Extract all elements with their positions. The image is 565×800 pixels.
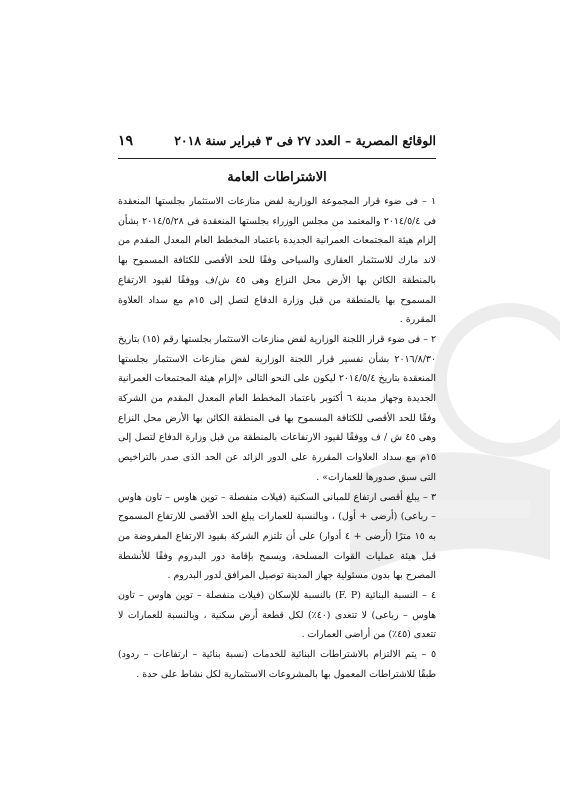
- header-rule: [118, 158, 436, 159]
- clause-paragraph: ٢ – فى ضوء قرار اللجنة الوزارية لفض منازعات الاستثمار بجلستها رقم (١٥) بتاريخ ٢٠١٦/٨/٣٠ بشأن تفسير قرار اللجنة الوزارية لفض منازعات الاستثمار بجلستها المنعقدة بتاريخ ٢٠١٤/٥/٤ ليكون على النحو التالى «إلزام هيئة المجتمعات العمرانية الجديدة وجهاز مدينة ٦ أكتوبر باعتماد المخطط العام المعدل المقدم من الشركة وفقًا للحد الأقصى للكثافة المسموح بها فى المنطقة الكائن بها الأرض محل النزاع وهى ٤٥ ش / ف ووفقًا لقيود الارتفاعات بالمنطقة من قبل وزارة الدفاع لتصل إلى ١٥م مع سداد العلاوات المقررة على الدور الزائد عن الحد الذى صدر بالتراخيص التى سبق صدورها للعمارات» .: [118, 333, 437, 483]
- clause-paragraph: ١ – فى ضوء قرار المجموعة الوزارية لفض منازعات الاستثمار بجلستها المنعقدة فى ٢٠١٤/٥/٤ والمعتمد من مجلس الوزراء بجلستها المنعقدة فى ٢٠١٤/٥/٢٨ بشأن إلزام هيئة المجتمعات العمرانية الجديدة باعتماد المخطط العام المعدل المقدم من لاند مارك للاستثمار العقارى والسياحى وفقًا للحد الأقصى للكثافة المسموح بها بالمنطقة الكائن بها الأرض محل النزاع وهى ٤٥ ش/ف ووفقًا لقيود الارتفاع المسموح بها بالمنطقة من قبل وزارة الدفاع لتصل إلى ١٥م مع سداد العلاوة المقررة .: [118, 196, 436, 326]
- clause-paragraph: ٥ – يتم الالتزام بالاشتراطات البنائية للخدمات (نسبة بنائية – ارتفاعات – ردود) طبقًا للاشتراطات المعمول بها بالمشروعات الاستثمارية لكل نشاط على حدة .: [118, 649, 436, 680]
- clause-paragraph: ٤ – النسبة البنائية (F. P) بالنسبة للإسكان (فيلات منفصلة – توين هاوس – تاون هاوس – رباعى) لا تتعدى (٤٠٪) لكل قطعة أرض سكنية ، وبالنسبة للعمارات لا تتعدى (٤٥٪) من أراضى العمارات .: [118, 590, 436, 641]
- clause-paragraph: ٣ – يبلغ أقصى ارتفاع للمبانى السكنية (فيلات منفصلة – توين هاوس – تاون هاوس – رباعى) (أرضى + أول) ، وبالنسبة للعمارات يبلغ الحد الأقصى للارتفاع المسموح به ١٥ مترًا (أرضى + ٤ أدوار) على أن تلتزم الشركة بقيود الارتفاع المفروضة من قبل هيئة عمليات القوات المسلحة، ويسمح بإقامة دور البدروم وفقًا للأنشطة المصرح بها بدون مسئولية جهاز المدينة توصيل المرافق لدور البدروم .: [118, 491, 436, 582]
- running-head: الوقائع المصرية – العدد ٢٧ فى ٣ فبراير سنة ٢٠١٨: [174, 133, 436, 148]
- section-title: الاشتراطات العامة: [227, 170, 327, 185]
- body-text: [118, 192, 436, 685]
- page-number: ١٩: [118, 133, 134, 149]
- page-header: [118, 133, 436, 155]
